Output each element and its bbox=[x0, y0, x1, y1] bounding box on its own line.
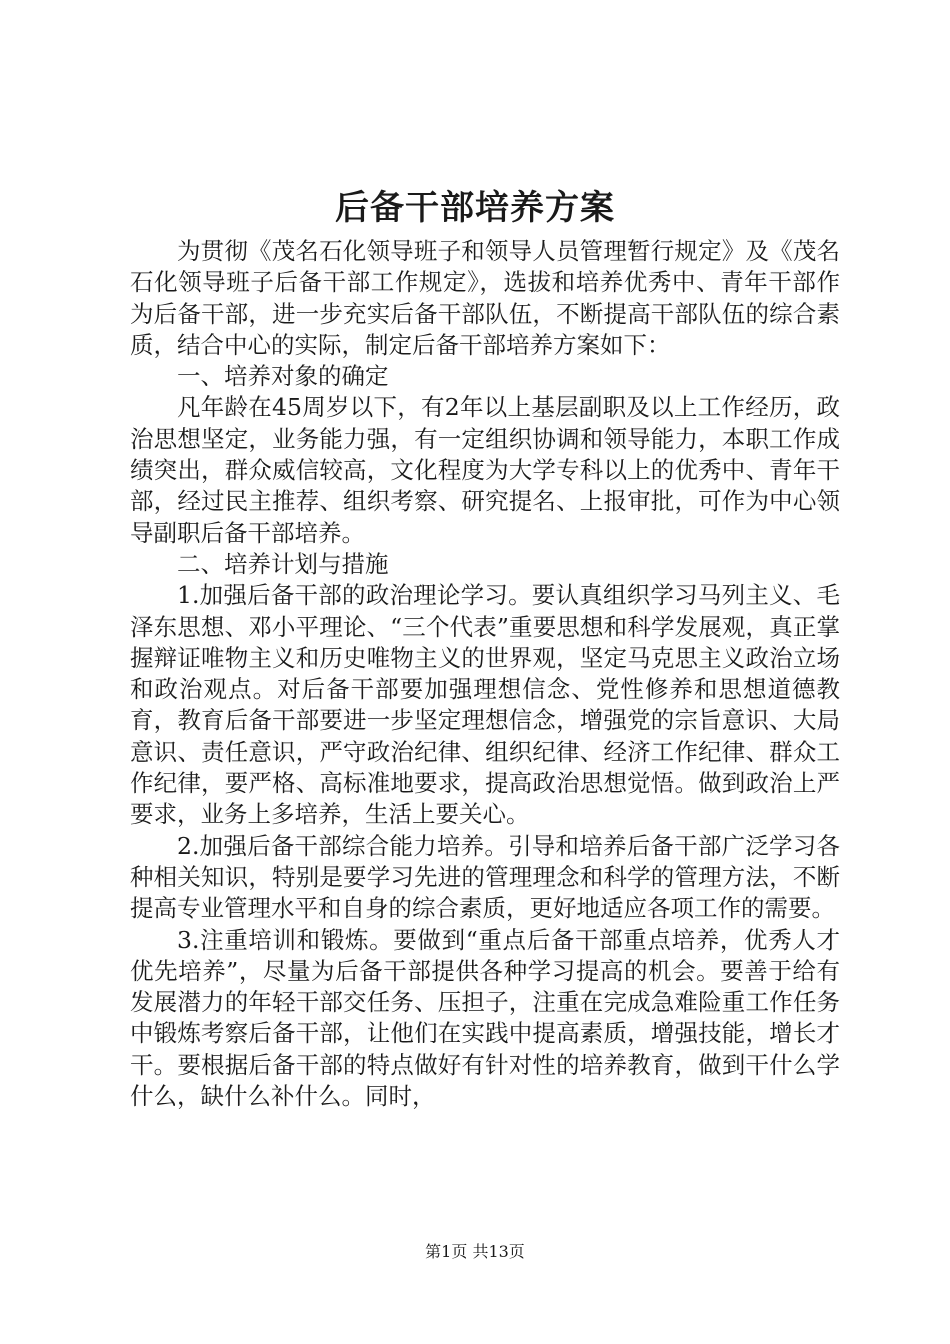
paragraph-measure-2: 2.加强后备干部综合能力培养。引导和培养后备干部广泛学习各种相关知识，特别是要学习先进的管理理念和科学的管理方法，不断提高专业管理水平和自身的综合素质，更好地适应各项工作的需要。 bbox=[130, 831, 840, 923]
paragraph-selection-criteria: 凡年龄在45周岁以下，有2年以上基层副职及以上工作经历，政治思想坚定，业务能力强，有一定组织协调和领导能力，本职工作成绩突出，群众威信较高，文化程度为大学专科以上的优秀中、青年干部，经过民主推荐、组织考察、研究提名、上报审批，可作为中心领导副职后备干部培养。 bbox=[130, 393, 840, 547]
section-heading-1: 一、培养对象的确定 bbox=[177, 362, 389, 391]
paragraph-intro: 为贯彻《茂名石化领导班子和领导人员管理暂行规定》及《茂名石化领导班子后备干部工作规定》，选拔和培养优秀中、青年干部作为后备干部，进一步充实后备干部队伍，不断提高干部队伍的综合素质，结合中心的实际，制定后备干部培养方案如下： bbox=[130, 237, 840, 359]
document-title: 后备干部培养方案 bbox=[335, 188, 615, 228]
document-body bbox=[130, 236, 840, 1112]
page-number-footer: 第1页 共13页 bbox=[425, 1242, 525, 1261]
paragraph-measure-1: 1.加强后备干部的政治理论学习。要认真组织学习马列主义、毛泽东思想、邓小平理论、“三个代表”重要思想和科学发展观，真正掌握辩证唯物主义和历史唯物主义的世界观，坚定马克思主义政治立场和政治观点。对后备干部要加强理想信念、党性修养和思想道德教育，教育后备干部要进一步坚定理想信念，增强党的宗旨意识、大局意识、责任意识，严守政治纪律、组织纪律、经济工作纪律、群众工作纪律，要严格、高标准地要求，提高政治思想觉悟。做到政治上严要求，业务上多培养，生活上要关心。 bbox=[130, 581, 840, 829]
paragraph-measure-3: 3.注重培训和锻炼。要做到“重点后备干部重点培养，优秀人才优先培养”，尽量为后备干部提供各种学习提高的机会。要善于给有发展潜力的年轻干部交任务、压担子，注重在完成急难险重工作任务中锻炼考察后备干部，让他们在实践中提高素质，增强技能，增长才干。要根据后备干部的特点做好有针对性的培养教育，做到干什么学什么，缺什么补什么。同时， bbox=[130, 925, 840, 1111]
section-heading-2: 二、培养计划与措施 bbox=[177, 549, 389, 578]
